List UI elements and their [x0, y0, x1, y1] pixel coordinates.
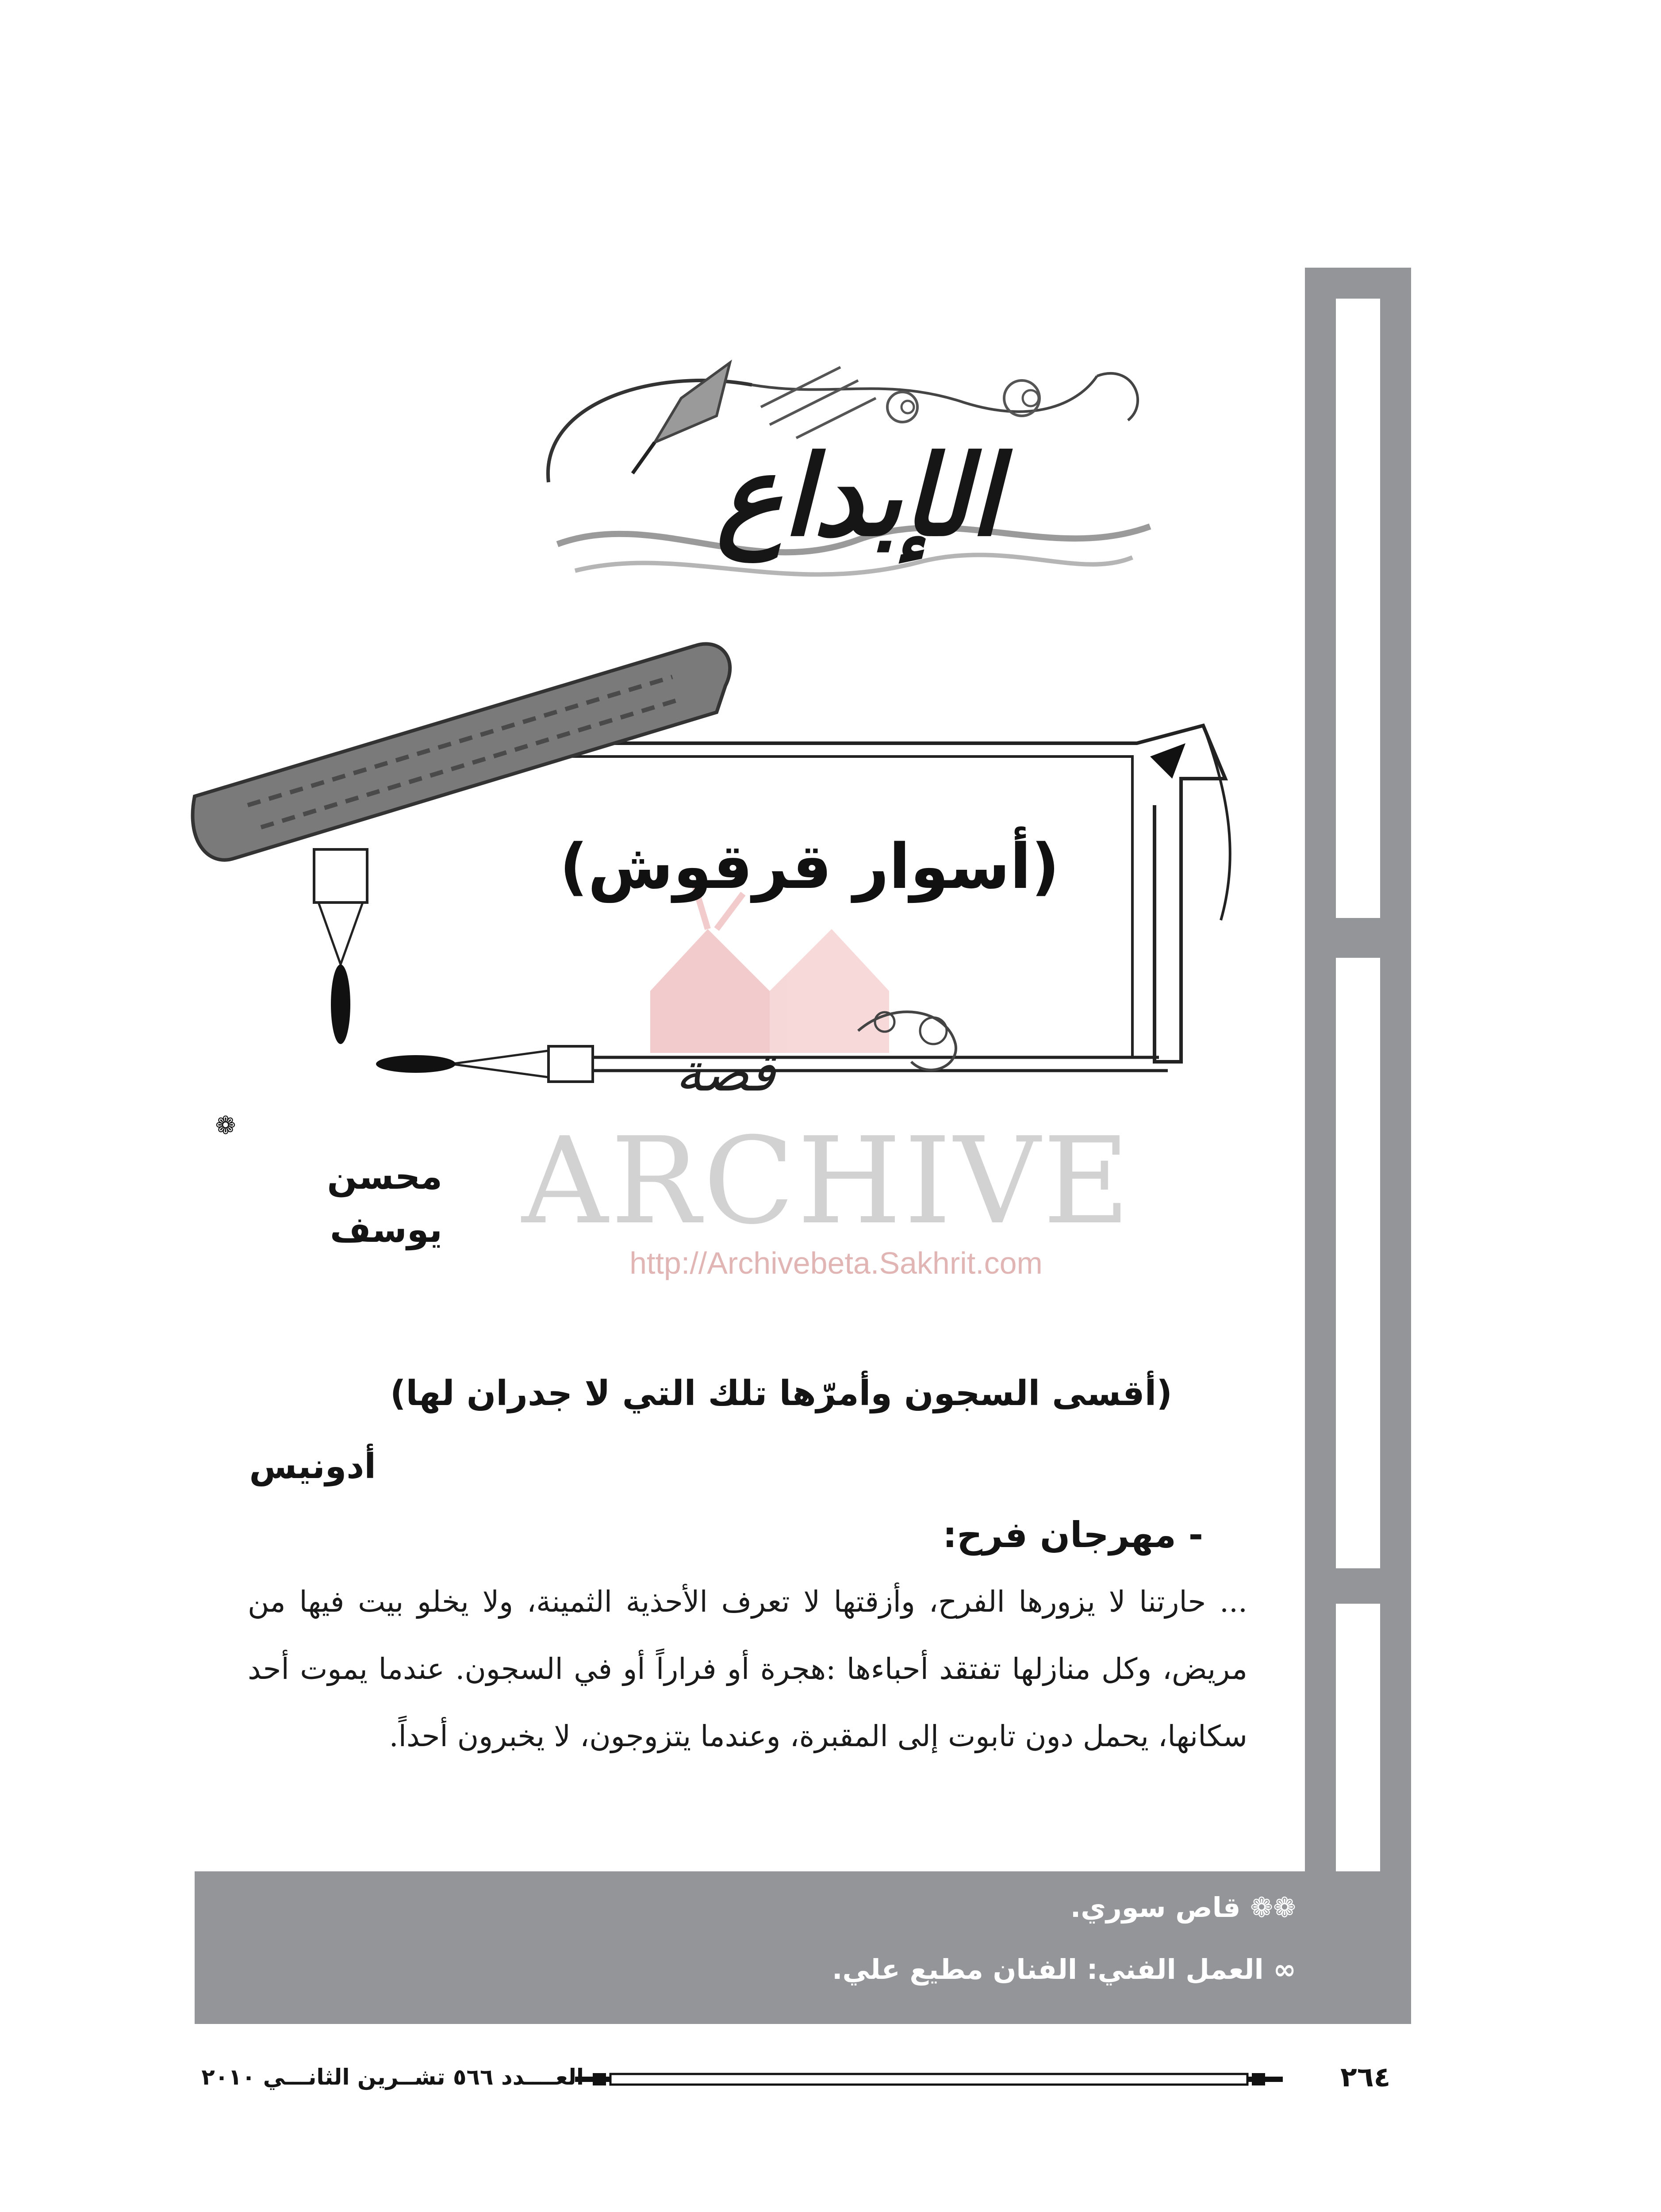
- watermark-book-icon: [650, 885, 889, 1053]
- section-title: الإبداع: [716, 430, 1000, 561]
- footnote-art-text: العمل الفني: الفنان مطيع علي.: [832, 1953, 1264, 1985]
- footnote-art: [832, 1953, 1296, 1985]
- watermark-url: http://Archivebeta.Sakhrit.com: [629, 1246, 1043, 1280]
- band-strip-top: [1336, 299, 1380, 918]
- footnote-writer-text: قاص سوري.: [1070, 1891, 1241, 1924]
- watermark-text: ARCHIVE: [522, 1111, 1133, 1251]
- section-subtitle: - مهرجان فرح:: [943, 1514, 1203, 1555]
- pen-nib-icon: [314, 849, 367, 1044]
- story-title: (أسوار قرقوش): [559, 831, 1060, 903]
- story-genre-label: قصة: [675, 1042, 775, 1103]
- horizontal-pen-icon: [376, 1046, 593, 1082]
- footnote-writer: [1070, 1891, 1296, 1924]
- epigraph-author: أدونيس: [249, 1447, 376, 1486]
- page-number: ٢٦٤: [1340, 2061, 1391, 2093]
- body-paragraph: ... حارتنا لا يزورها الفرح، وأزقتها لا تعرف الأحذية الثمينة، ولا يخلو بيت فيها من مريض، وكل منازلها تفتقد أحباءها :هجرة أو فراراً أو في السجون. عندما يموت أحد سكانها، يحمل دون تابوت إلى المقبرة، وعندما يتزوجون، لا يخبرون أحداً.: [248, 1585, 1247, 1753]
- author-name: محسن يوسف: [327, 1156, 442, 1250]
- footnote-writer-mark: ❁❁: [1250, 1891, 1296, 1924]
- footer-rule: [575, 2070, 1283, 2088]
- footer-issue-info: العــــدد ٥٦٦ تشــرين الثانـــي ٢٠١٠: [201, 2064, 584, 2090]
- epigraph-quote: (أقسى السجون وأمرّها تلك التي لا جدران لها): [390, 1374, 1172, 1413]
- footnote-box: [195, 1871, 1411, 2024]
- band-strip-middle: [1336, 958, 1380, 1568]
- footnote-art-mark: ∞: [1273, 1953, 1296, 1985]
- side-decorative-band: [1305, 268, 1411, 2024]
- author-footnote-mark: ❁: [215, 1111, 236, 1140]
